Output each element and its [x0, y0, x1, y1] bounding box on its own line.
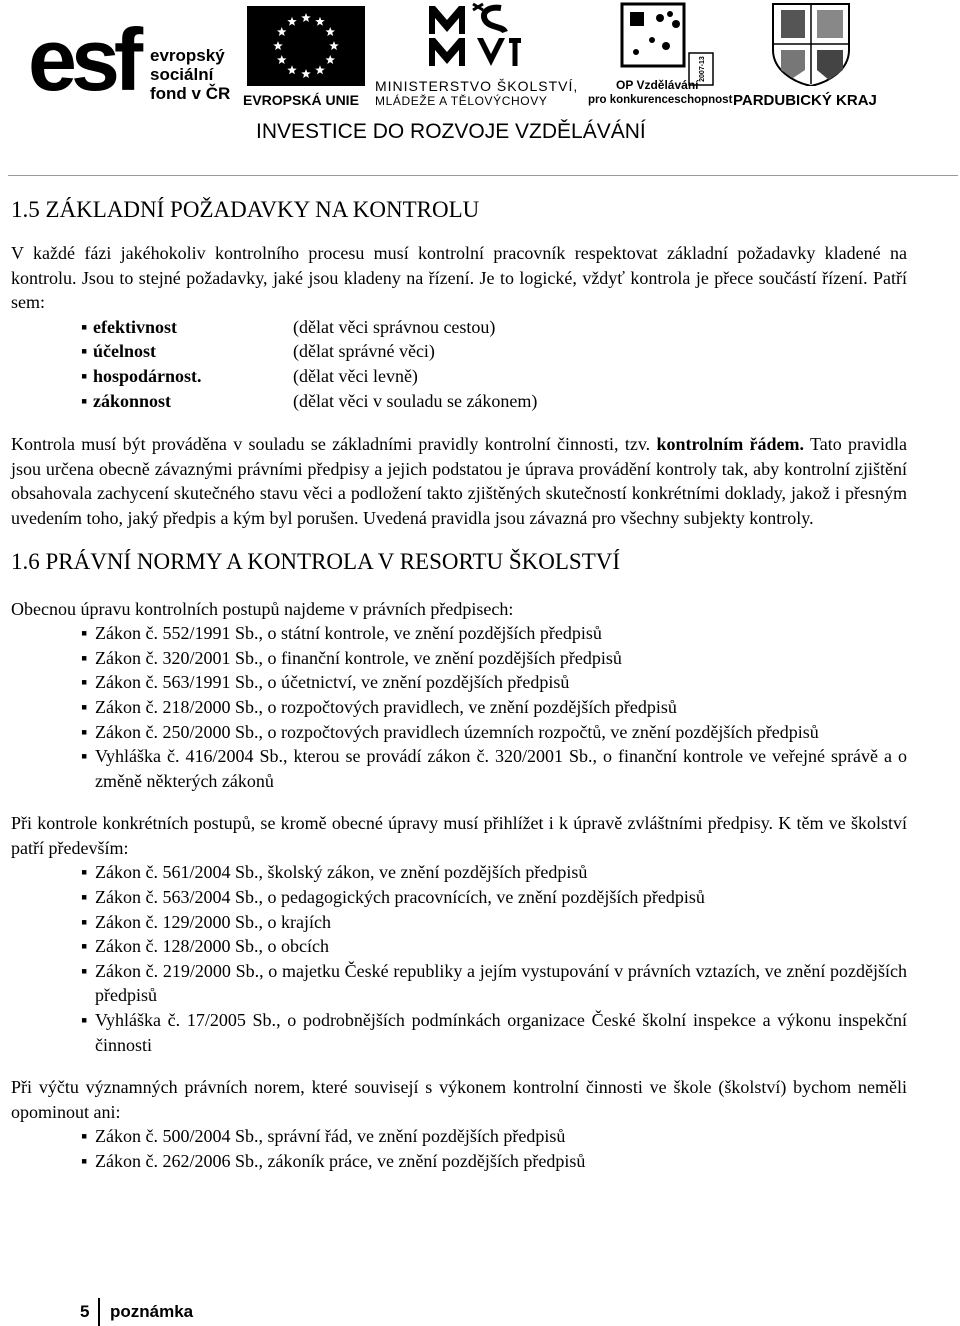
bullet-icon: ▪ — [81, 696, 88, 717]
bullet-icon: ▪ — [81, 390, 88, 411]
law-reference: Vyhláška č. 416/2004 Sb. — [95, 746, 284, 767]
requirement-desc: (dělat věci správnou cestou) — [293, 316, 496, 337]
bullet-icon: ▪ — [81, 746, 88, 767]
other-laws-list — [11, 1124, 907, 1173]
requirement-item — [11, 339, 907, 364]
page-number: 5 — [80, 1302, 90, 1321]
bullet-icon: ▪ — [81, 672, 88, 693]
law-reference: Zákon č. 219/2000 Sb. — [95, 960, 260, 981]
section-heading-1-5: 1.5 ZÁKLADNÍ POŽADAVKY NA KONTROLU — [11, 197, 480, 222]
law-reference: Zákon č. 500/2004 Sb. — [95, 1126, 259, 1147]
op-line2: pro konkurenceschopnost — [588, 94, 733, 106]
law-item — [11, 934, 907, 959]
special-laws-list — [11, 860, 907, 1057]
msmt-logo — [375, 0, 580, 110]
law-item — [11, 860, 907, 885]
section-heading-1-6: 1.6 PRÁVNÍ NORMY A KONTROLA V RESORTU ŠKOLSTVÍ — [11, 548, 621, 574]
requirement-term: zákonnost — [93, 390, 172, 411]
msmt-line1: MINISTERSTVO ŠKOLSTVÍ, — [375, 78, 579, 94]
law-reference: Zákon č. 563/1991 Sb. — [95, 672, 259, 693]
law-item — [11, 621, 907, 646]
bullet-icon: ▪ — [81, 1010, 88, 1031]
law-title: , o účetnictví, ve znění pozdějších předpisů — [258, 672, 570, 693]
other-laws-intro: Při výčtu významných právních norem, které souvisejí s výkonem kontrolní činnosti ve škole (školství) bychom neměli opominout ani: — [11, 1077, 907, 1122]
law-item — [11, 744, 907, 793]
requirement-term: efektivnost — [93, 316, 177, 337]
law-title: , o majetku České republiky a jejím vystupování v právních vztazích, ve znění pozdějších předpisů — [95, 960, 907, 1006]
law-item — [11, 695, 907, 720]
document-body — [11, 196, 907, 1174]
law-title: , o státní kontrole, ve znění pozdějších předpisů — [258, 623, 602, 644]
requirement-item — [11, 364, 907, 389]
bullet-icon: ▪ — [81, 862, 88, 883]
law-title: , o obcích — [258, 936, 329, 957]
coat-of-arms-icon — [769, 0, 853, 86]
law-title: , o rozpočtových pravidlech, ve znění pozdějších předpisů — [258, 696, 677, 717]
law-item — [11, 1124, 907, 1149]
requirement-desc: (dělat věci v souladu se zákonem) — [293, 390, 538, 411]
law-reference: Zákon č. 128/2000 Sb. — [95, 936, 259, 957]
msmt-line2: MLÁDEŽE A TĚLOVÝCHOVY — [375, 94, 548, 108]
law-title: , o rozpočtových pravidlech územních rozpočtů, ve znění pozdějších předpisů — [258, 721, 819, 742]
bullet-icon: ▪ — [81, 887, 88, 908]
law-reference: Zákon č. 552/1991 Sb. — [95, 623, 259, 644]
law-title: , o krajích — [258, 911, 331, 932]
law-reference: Zákon č. 563/2004 Sb. — [95, 887, 259, 908]
footer-label: poznámka — [110, 1302, 194, 1321]
law-reference: Zákon č. 218/2000 Sb. — [95, 696, 259, 717]
requirement-term: účelnost — [93, 341, 156, 362]
law-item — [11, 646, 907, 671]
requirements-list — [11, 315, 907, 413]
requirement-desc: (dělat věci levně) — [293, 365, 418, 386]
bullet-icon: ▪ — [81, 316, 88, 337]
footer-separator — [98, 1298, 100, 1326]
eu-flag-icon — [247, 6, 365, 86]
bullet-icon: ▪ — [81, 911, 88, 932]
requirement-item — [11, 315, 907, 340]
bullet-icon: ▪ — [81, 1151, 88, 1171]
law-item — [11, 885, 907, 910]
esf-logo — [28, 2, 238, 108]
slogan: INVESTICE DO ROZVOJE VZDĚLÁVÁNÍ — [256, 120, 646, 143]
msmt-mark-icon — [425, 0, 521, 70]
law-item — [11, 1149, 907, 1174]
section2-intro: Obecnou úpravu kontrolních postupů najdeme v právních předpisech: — [11, 598, 514, 619]
law-reference: Zákon č. 129/2000 Sb. — [95, 911, 259, 932]
bullet-icon: ▪ — [81, 341, 88, 362]
bullet-icon: ▪ — [81, 936, 88, 957]
esf-logo-mark: esf — [28, 10, 138, 109]
requirement-item — [11, 389, 907, 414]
logo-band — [0, 0, 960, 143]
esf-logo-text: evropský sociální fond v ČR — [150, 46, 231, 103]
section1-paragraph: Kontrola musí být prováděna v souladu se základními pravidly kontrolní činnosti, tzv. kontrolním řádem. Tato pravidla jsou určena obecně závaznými právními předpisy a jejich podstatou je úprava provádění kontroly tak, aby kontrolní zjištění obsahovala zachycení skutečného stavu věci a podložení takto zjištěných skutečností konkrétními doklady, jakož i přesným uvedením toho, jaký předpis a kým byl porušen. Uvedená pravidla jsou závazná pro všechny subjekty kontroly. — [11, 434, 908, 528]
eu-logo-label: EVROPSKÁ UNIE — [243, 92, 359, 108]
bullet-icon: ▪ — [81, 721, 88, 742]
general-laws-list — [11, 621, 907, 793]
op-logo — [588, 0, 733, 110]
special-laws-intro: Při kontrole konkrétních postupů, se kromě obecné úpravy musí přihlížet i k úpravě zvláštními předpisy. K těm ve školství patří především: — [11, 813, 907, 858]
requirement-term: hospodárnost. — [93, 365, 202, 386]
svg-text:2007-13: 2007-13 — [699, 56, 706, 82]
bullet-icon: ▪ — [81, 365, 88, 386]
law-item — [11, 910, 907, 935]
law-title: , školský zákon, ve znění pozdějších předpisů — [258, 862, 588, 883]
bullet-icon: ▪ — [81, 960, 88, 981]
law-item — [11, 959, 907, 1008]
law-reference: Zákon č. 250/2000 Sb. — [95, 721, 259, 742]
eu-logo — [243, 6, 369, 110]
law-title: , o finanční kontrole, ve znění pozdějších předpisů — [258, 647, 622, 668]
law-reference: Zákon č. 262/2006 Sb. — [95, 1151, 259, 1171]
bullet-icon: ▪ — [81, 623, 88, 644]
law-title: , kterou se provádí zákon č. 320/2001 Sb., o finanční kontrole ve veřejné správě a o změně některých zákonů — [95, 746, 907, 791]
law-title: , o podrobnějších podmínkách organizace České školní inspekce a výkonu inspekční činnosti — [95, 1010, 907, 1055]
law-item — [11, 1008, 907, 1057]
law-title: , správní řád, ve znění pozdějších předpisů — [258, 1126, 566, 1147]
op-line1: OP Vzdělávání — [616, 78, 699, 92]
bullet-icon: ▪ — [81, 647, 88, 668]
law-item — [11, 670, 907, 695]
law-title: , zákoník práce, ve znění pozdějších předpisů — [258, 1151, 586, 1171]
law-title: , o pedagogických pracovnících, ve znění pozdějších předpisů — [258, 887, 705, 908]
law-reference: Vyhláška č. 17/2005 Sb. — [95, 1010, 277, 1031]
op-mark-icon — [616, 0, 688, 70]
pardubicky-kraj-label: PARDUBICKÝ KRAJ — [733, 92, 877, 109]
law-reference: Zákon č. 320/2001 Sb. — [95, 647, 259, 668]
pardubicky-kraj-logo — [733, 0, 888, 110]
bullet-icon: ▪ — [81, 1126, 88, 1147]
requirement-desc: (dělat správné věci) — [293, 341, 435, 362]
law-item — [11, 720, 907, 745]
section1-intro: V každé fázi jakéhokoliv kontrolního procesu musí kontrolní pracovník respektovat základní požadavky kladené na kontrolu. Jsou to stejné požadavky, jaké jsou kladeny na řízení. Je to logické, vždyť kontrola je přece součástí řízení. Patří sem: — [11, 243, 907, 313]
header-divider — [8, 175, 958, 176]
law-reference: Zákon č. 561/2004 Sb. — [95, 862, 259, 883]
